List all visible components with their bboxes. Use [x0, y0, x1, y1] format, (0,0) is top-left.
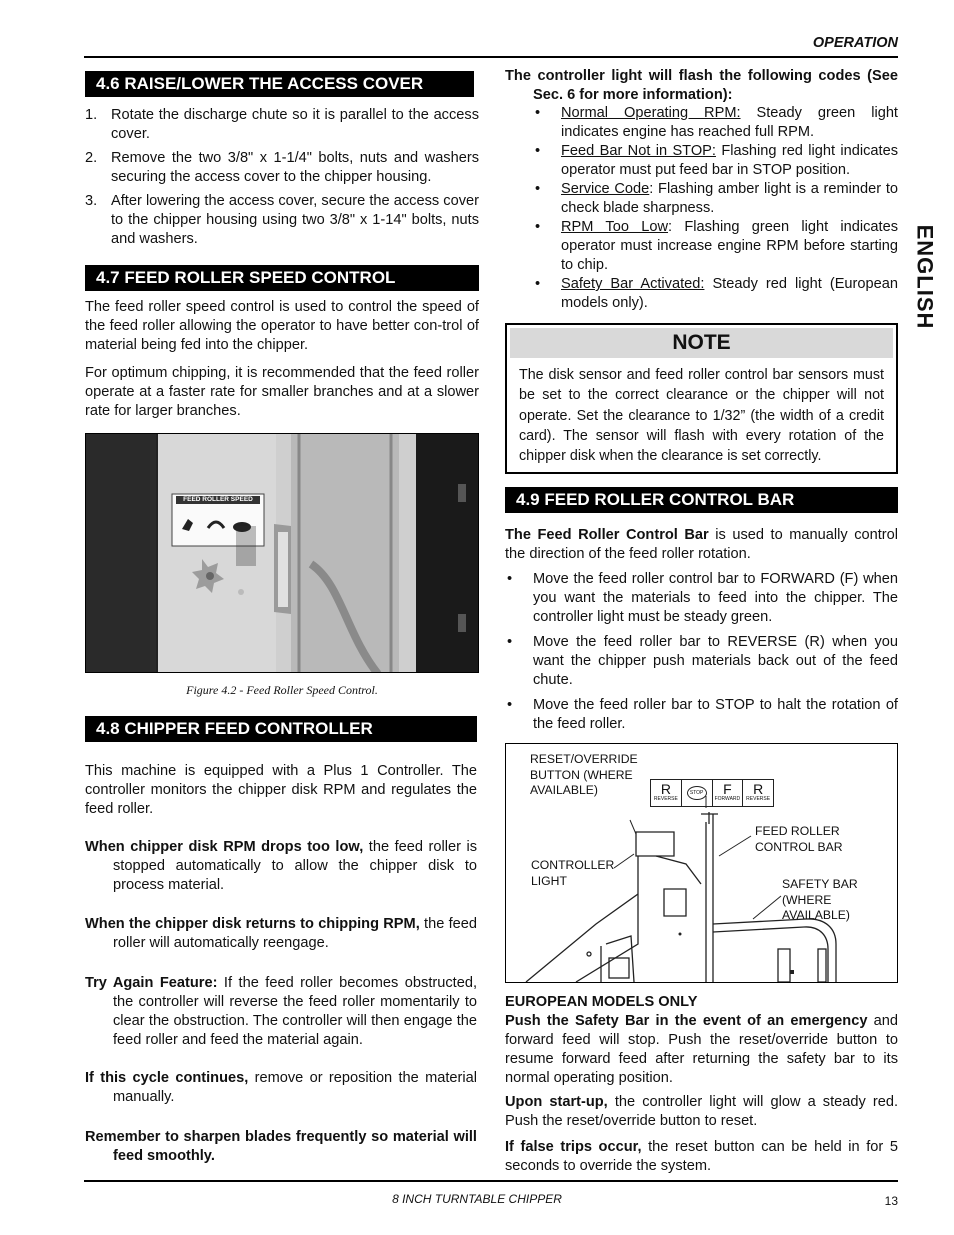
page-number: 13 — [884, 1194, 898, 1208]
code-item: • Feed Bar Not in STOP: Flashing red light indicates operator must put feed bar in STOP position. — [535, 143, 898, 178]
code-item: • Normal Operating RPM: Steady green light indicates engine has reached full RPM. — [535, 105, 898, 140]
control-bar-item: • Move the feed roller bar to REVERSE (R) when you want the chipper push materials back out of the feed chute. — [507, 634, 898, 688]
reset-override-label: RESET/OVERRIDE BUTTON (WHERE AVAILABLE) — [530, 752, 638, 797]
direction-decal — [650, 779, 774, 807]
controller-item: Remember to sharpen blades frequently so material will feed smoothly. — [85, 1129, 477, 1164]
stop-icon: STOP — [687, 786, 707, 800]
step-item: 1. Rotate the discharge chute so it is parallel to the access cover. — [85, 107, 479, 142]
euro-para-2: Upon start-up, the controller light will glow a steady red. Push the reset/override button to reset. — [505, 1094, 899, 1129]
figure-caption: Figure 4.2 - Feed Roller Speed Control. — [186, 683, 378, 697]
controller-item: When chipper disk RPM drops too low, the feed roller is stopped automatically to allow the chipper disk to process material. — [85, 839, 477, 893]
decal-cell: F FORWARD — [713, 779, 744, 807]
control-bar-item: • Move the feed roller control bar to FORWARD (F) when you want the materials to feed into the chipper. The controller light must be steady green. — [507, 571, 898, 625]
decal-cell: R REVERSE — [650, 779, 682, 807]
note-body: The disk sensor and feed roller control bar sensors must be set to the correct clearance or the chipper will not operate. Set the clearance to 1/32” (the width of a credit card). The sensor will flash with every rotation of the chipper disk when the clearance is set correctly. — [519, 367, 884, 465]
feed-roller-speed-photo — [85, 433, 479, 673]
footer-rule — [84, 1180, 898, 1182]
controller-intro: This machine is equipped with a Plus 1 Controller. The controller monitors the chipper disk RPM and regulates the feed roller. — [85, 763, 477, 817]
control-bar-item: • Move the feed roller bar to STOP to halt the rotation of the feed roller. — [507, 697, 898, 732]
euro-title: EUROPEAN MODELS ONLY — [505, 994, 698, 1010]
controller-item: Try Again Feature: If the feed roller becomes obstructed, the controller will reverse the feed roller momentarily to clear the obstruction. The controller will then engage the feed roller and feed the material again. — [85, 975, 477, 1048]
speed-control-para-1: The feed roller speed control is used to control the speed of the feed roller allowing the operator to have better con-trol of material being fed into the chipper. — [85, 299, 479, 353]
safety-bar-label: SAFETY BAR (WHERE AVAILABLE) — [782, 877, 858, 922]
speed-control-para-2: For optimum chipping, it is recommended that the feed roller operate at a faster rate for smaller branches and at a slower rate for larger branches. — [85, 365, 479, 419]
controller-light-label: CONTROLLER LIGHT — [531, 858, 615, 888]
control-bar-bullets — [505, 570, 898, 740]
speed-decal-label: FEED ROLLER SPEED — [183, 496, 253, 503]
code-item: • RPM Too Low: Flashing green light indicates operator must increase engine RPM before starting to chip. — [535, 219, 898, 273]
controller-item: If this cycle continues, remove or reposition the material manually. — [85, 1070, 477, 1105]
running-header: OPERATION — [812, 35, 898, 51]
code-item: • Safety Bar Activated: Steady red light (European models only). — [535, 276, 898, 311]
section-heading-4-7: 4.7 FEED ROLLER SPEED CONTROL — [85, 265, 479, 291]
header-rule — [84, 56, 898, 58]
codes-list — [533, 104, 898, 313]
raise-lower-steps — [85, 106, 479, 254]
language-tab: ENGLISH — [912, 224, 938, 330]
step-item: 3. After lowering the access cover, secure the access cover to the chipper housing using two 3/8" x 1-14" bolts, nuts and washers. — [85, 193, 479, 247]
footer-title: 8 INCH TURNTABLE CHIPPER — [392, 1192, 562, 1206]
controller-item: When the chipper disk returns to chipping RPM, the feed roller will automatically reengage. — [85, 916, 477, 951]
codes-intro: The controller light will flash the following codes (See Sec. 6 for more information): — [505, 68, 898, 103]
section-heading-4-6: 4.6 RAISE/LOWER THE ACCESS COVER — [85, 71, 474, 97]
decal-cell — [682, 779, 713, 807]
note-title: NOTE — [510, 328, 893, 358]
control-bar-intro: The Feed Roller Control Bar is used to manually control the direction of the feed roller rotation. — [505, 527, 898, 562]
note-box — [505, 323, 898, 474]
step-item: 2. Remove the two 3/8" x 1-1/4" bolts, nuts and washers securing the access cover to the chipper housing. — [85, 150, 479, 185]
euro-para-1: Push the Safety Bar in the event of an emergency and forward feed will stop. Push the reset/override button to resume forward feed after returning the safety bar to its normal operating position. — [505, 1013, 898, 1086]
section-heading-4-9: 4.9 FEED ROLLER CONTROL BAR — [505, 487, 898, 513]
control-bar-diagram — [505, 743, 898, 983]
feed-roller-bar-label: FEED ROLLER CONTROL BAR — [755, 824, 843, 854]
euro-para-3: If false trips occur, the reset button can be held in for 5 seconds to override the system. — [505, 1139, 898, 1174]
section-heading-4-8: 4.8 CHIPPER FEED CONTROLLER — [85, 716, 477, 742]
code-item: • Service Code: Flashing amber light is a reminder to check blade sharpness. — [535, 181, 898, 216]
decal-cell: R REVERSE — [743, 779, 774, 807]
